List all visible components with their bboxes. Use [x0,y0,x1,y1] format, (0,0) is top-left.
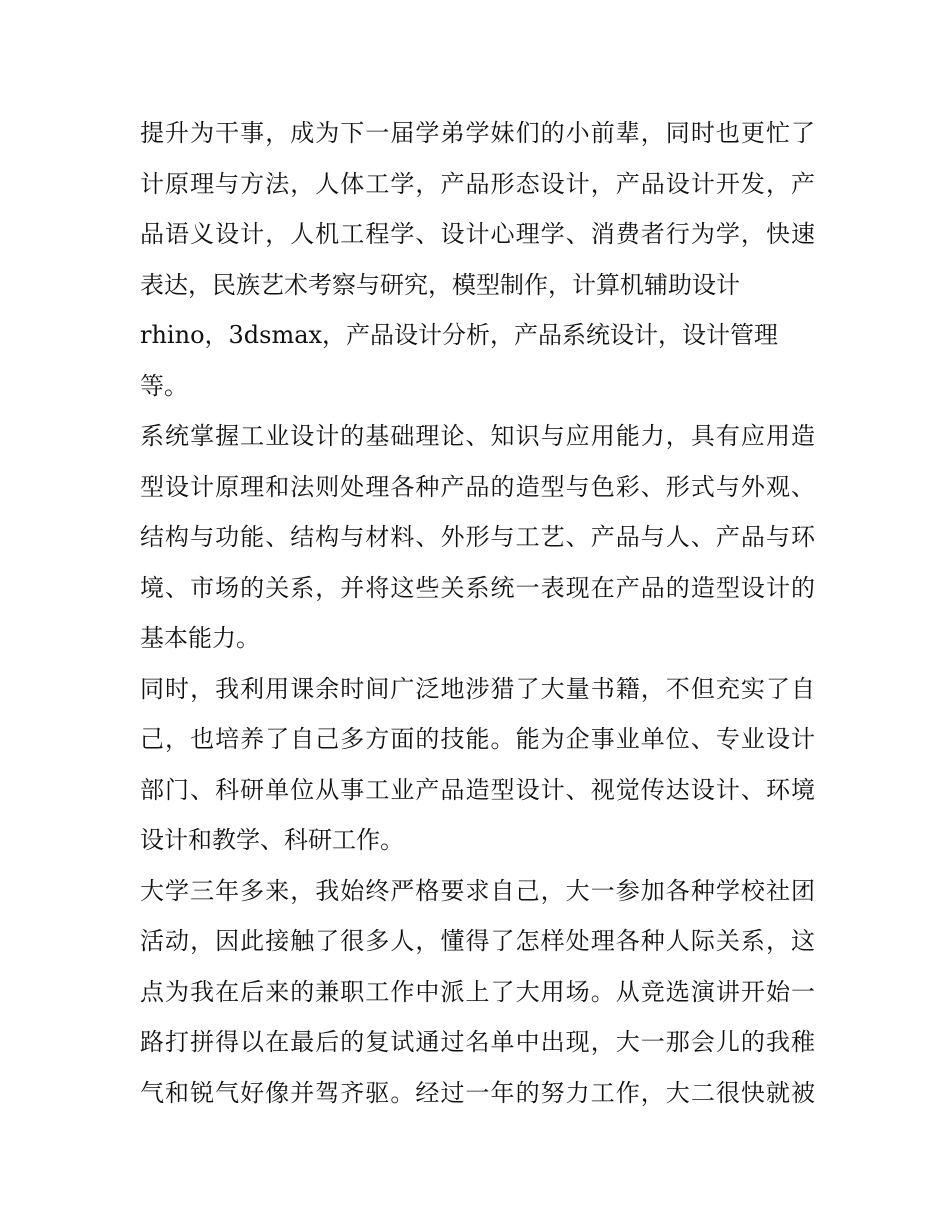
text-line: 表达，民族艺术考察与研究，模型制作，计算机辅助设计 [140,270,740,299]
text-line: 计原理与方法，人体工学，产品形态设计，产品设计开发，产 [140,169,815,198]
text-line: 同时，我利用课余时间广泛地涉猎了大量书籍，不但充实了自 [140,674,815,703]
text-line: 结构与功能、结构与材料、外形与工艺、产品与人、产品与环 [140,523,815,551]
text-line: 部门、科研单位从事工业产品造型设计、视觉传达设计、环境 [140,775,815,804]
text-line: 设计和教学、科研工作。 [140,826,404,854]
text-line: 大学三年多来，我始终严格要求自己，大一参加各种学校社团 [140,876,815,905]
text-line: rhino，3dsmax，产品设计分析，产品系统设计，设计管理 [140,321,779,349]
text-line: 点为我在后来的兼职工作中派上了大用场。从竞选演讲开始一 [140,977,815,1006]
text-line: 提升为干事，成为下一届学弟学妹们的小前辈，同时也更忙了 [140,119,815,147]
text-line: 活动，因此接触了很多人，懂得了怎样处理各种人际关系，这 [140,927,815,955]
text-line: 境、市场的关系，并将这些关系统一表现在产品的造型设计的 [140,573,815,602]
text-line: 路打拼得以在最后的复试通过名单中出现，大一那会儿的我稚 [140,1028,815,1056]
text-line: 气和锐气好像并驾齐驱。经过一年的努力工作，大二很快就被 [140,1078,815,1107]
text-line: 基本能力。 [140,624,260,652]
document-body [140,108,815,1118]
text-line: 己，也培养了自己多方面的技能。能为企事业单位、专业设计 [140,725,815,753]
text-line: 品语义设计，人机工程学、设计心理学、消费者行为学，快速 [140,220,815,248]
text-line: 系统掌握工业设计的基础理论、知识与应用能力，具有应用造 [140,422,815,450]
text-line: 型设计原理和法则处理各种产品的造型与色彩、形式与外观、 [140,472,815,501]
text-line: 等。 [140,371,188,400]
